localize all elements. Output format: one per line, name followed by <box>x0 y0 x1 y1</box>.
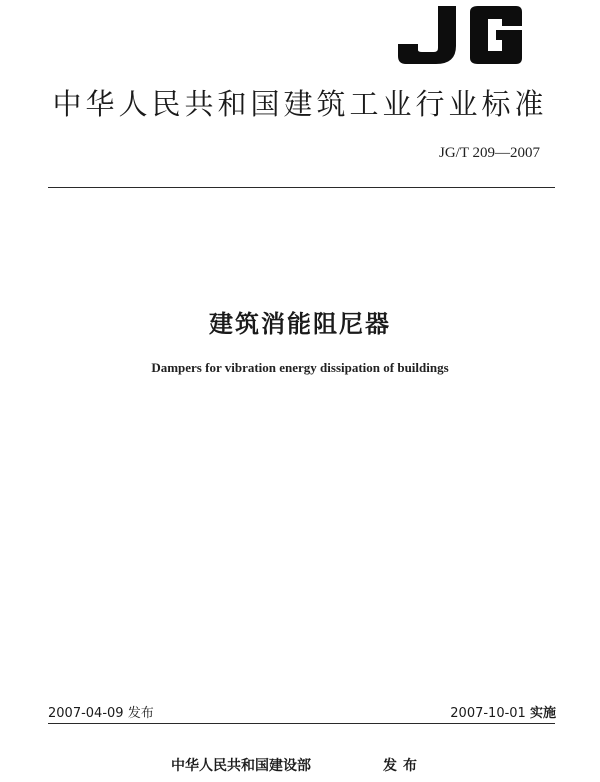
implementation-date <box>450 702 556 721</box>
issue-date-label: 发布 <box>127 706 154 721</box>
standard-code: JG/T 209—2007 <box>439 145 540 161</box>
header-divider <box>48 187 555 188</box>
jg-logo-mark <box>398 6 522 66</box>
implementation-date-label: 实施 <box>529 706 556 721</box>
issue-date-value: 2007-04-09 <box>48 706 124 721</box>
implementation-date-value: 2007-10-01 <box>450 706 526 721</box>
issuing-authority: 中华人民共和国建设部 <box>171 758 311 774</box>
footer-divider <box>48 723 555 724</box>
issue-date <box>48 702 154 721</box>
standard-category-title: 中华人民共和国建筑工业行业标准 <box>52 87 548 121</box>
document-title-english: Dampers for vibration energy dissipation of buildings <box>151 360 449 375</box>
jg-logo <box>398 6 522 66</box>
document-title-chinese: 建筑消能阻尼器 <box>209 310 391 338</box>
issuing-action: 发布 <box>383 758 423 774</box>
